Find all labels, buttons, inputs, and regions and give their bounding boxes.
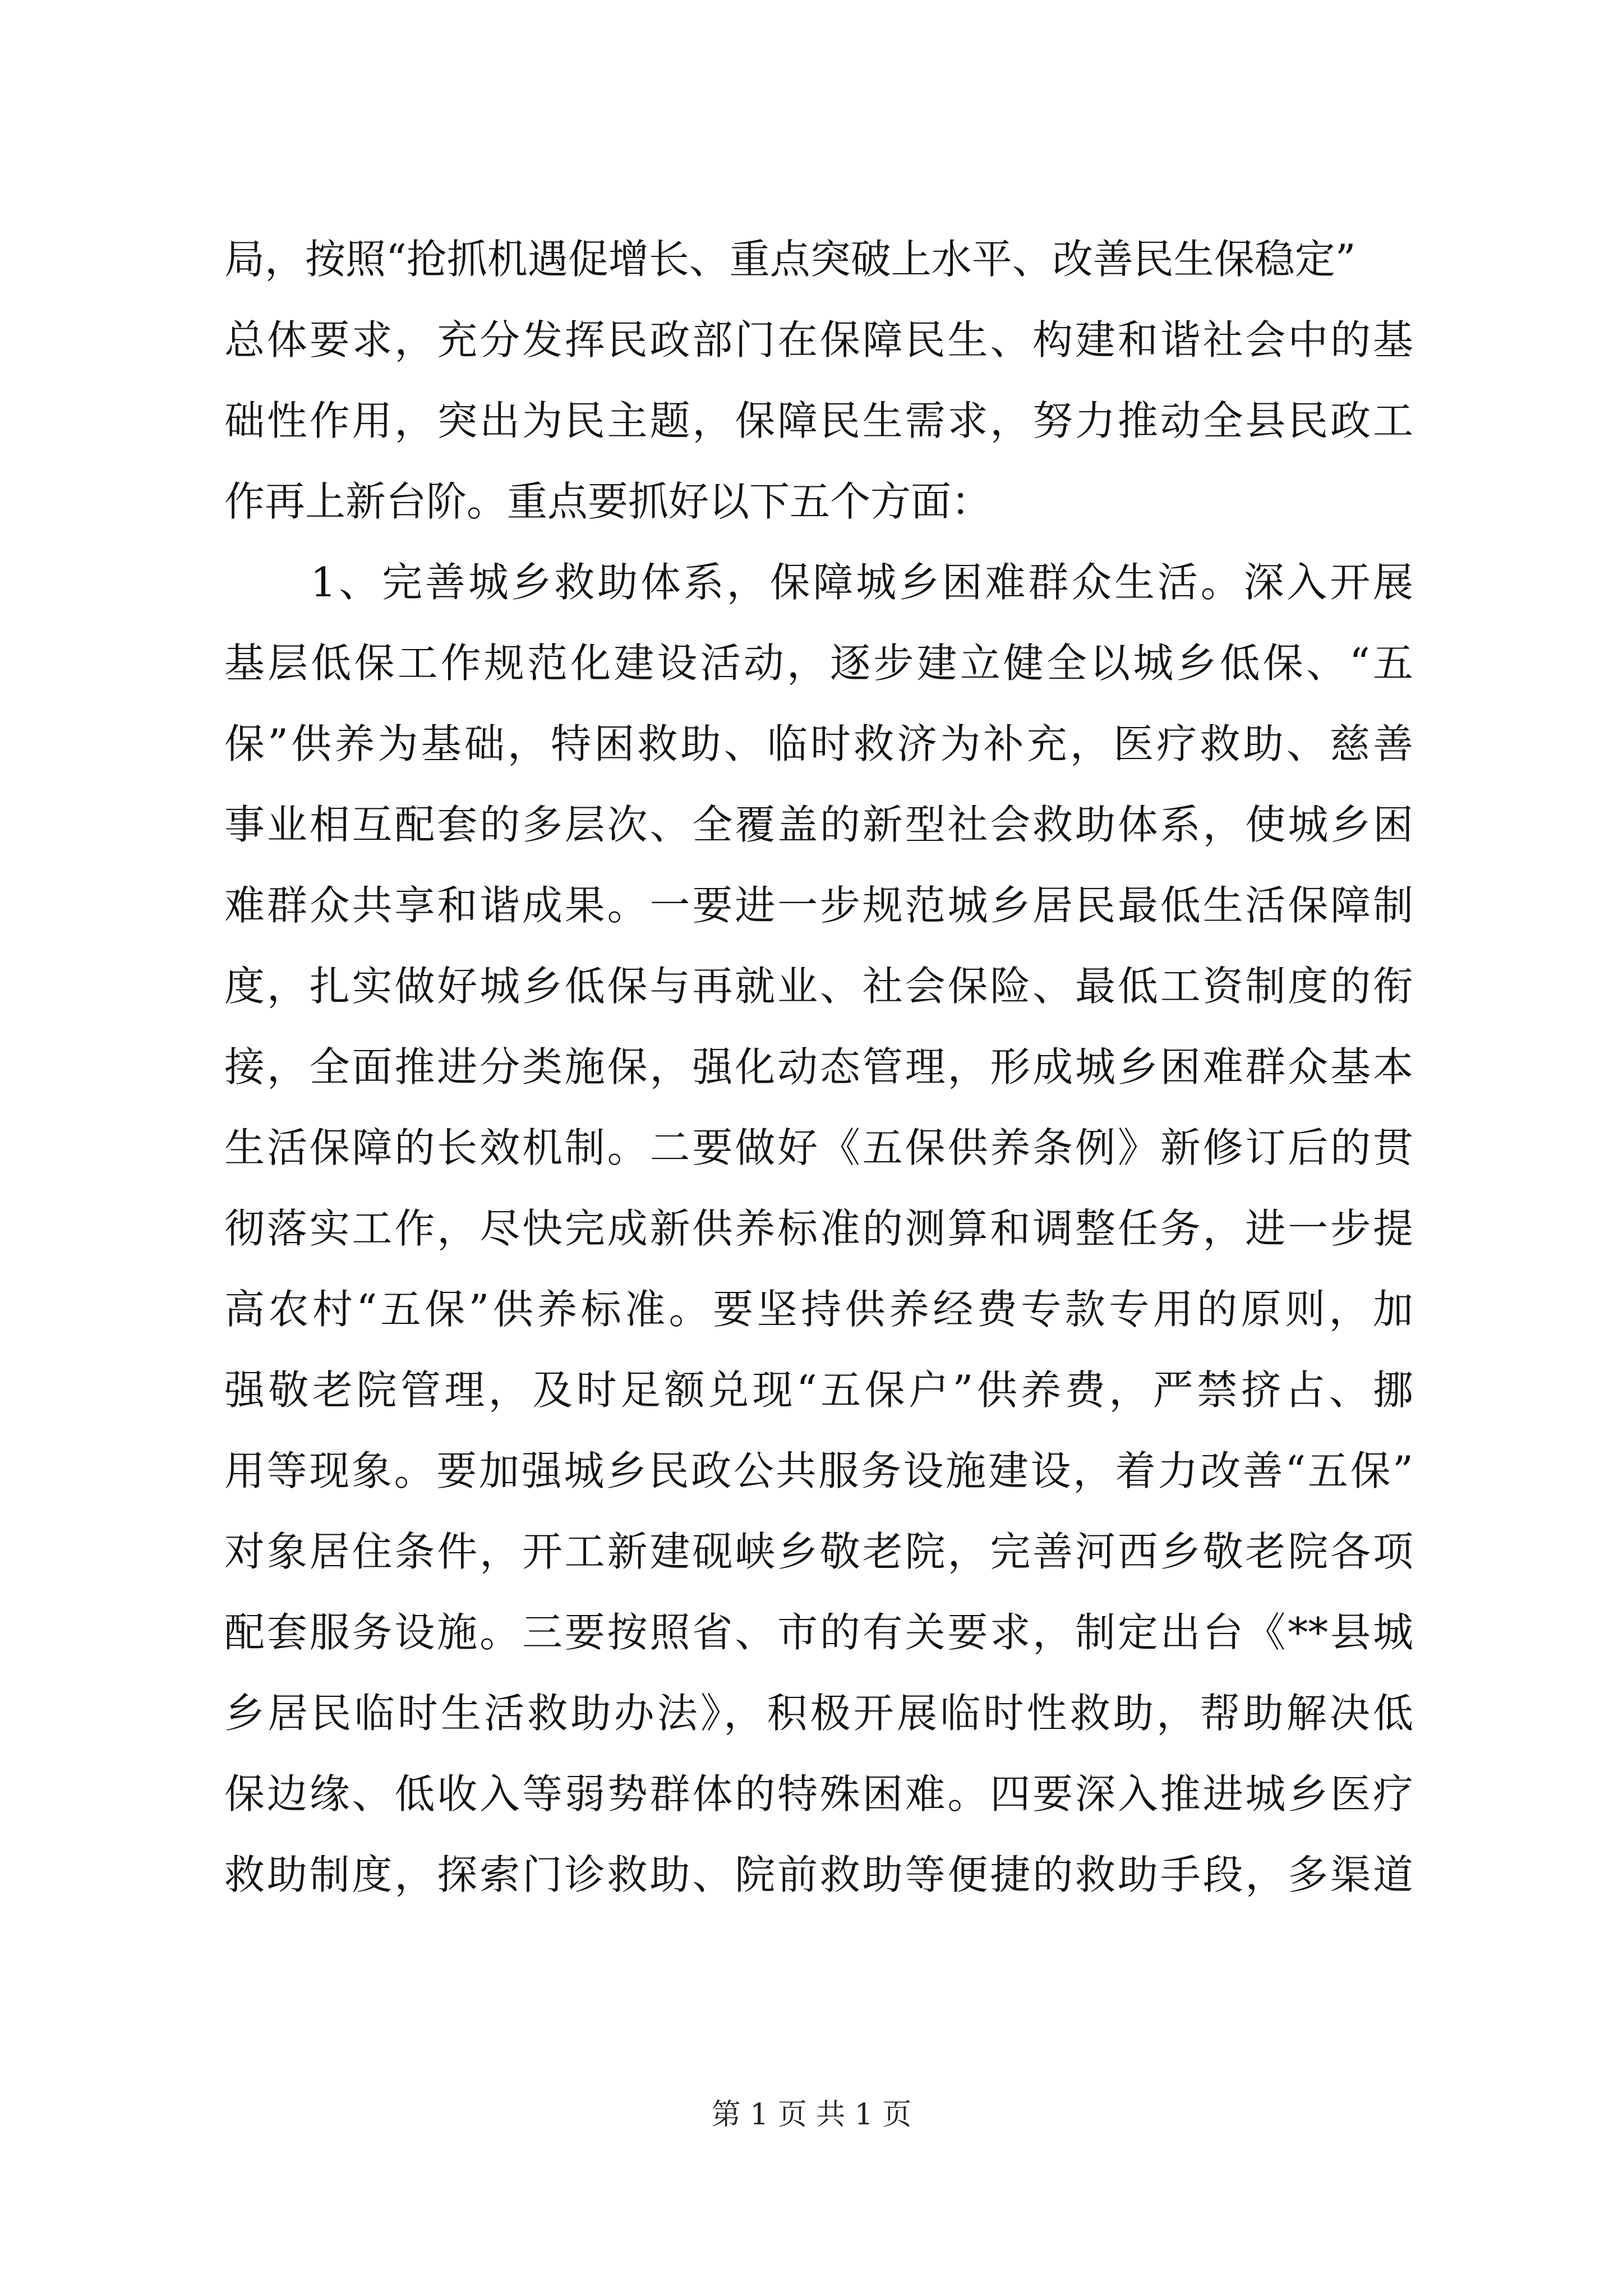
text-line: 保边缘、低收入等弱势群体的特殊困难。四要深入推进城乡医疗 — [224, 1770, 1413, 1818]
text-line: 乡居民临时生活救助办法》，积极开展临时性救助，帮助解决低 — [224, 1690, 1413, 1737]
text-line: 保”供养为基础，特困救助、临时救济为补充，医疗救助、慈善 — [224, 720, 1413, 767]
text-line: 生活保障的长效机制。二要做好《五保供养条例》新修订后的贯 — [224, 1124, 1413, 1171]
text-line: 局，按照“抢抓机遇促增长、重点突破上水平、改善民生保稳定” — [224, 236, 1356, 283]
text-line: 强敬老院管理，及时足额兑现“五保户”供养费，严禁挤占、挪 — [224, 1366, 1413, 1414]
text-line: 用等现象。要加强城乡民政公共服务设施建设，着力改善“五保” — [224, 1447, 1413, 1494]
text-line: 难群众共享和谐成果。一要进一步规范城乡居民最低生活保障制 — [224, 882, 1413, 929]
text-line: 对象居住条件，开工新建砚峡乡敬老院，完善河西乡敬老院各项 — [224, 1528, 1413, 1575]
text-line: 作再上新台阶。重点要抓好以下五个方面： — [224, 478, 992, 525]
body-text — [224, 219, 1413, 1915]
text-line: 事业相互配套的多层次、全覆盖的新型社会救助体系，使城乡困 — [224, 801, 1413, 848]
text-line: 救助制度，探索门诊救助、院前救助等便捷的救助手段，多渠道 — [224, 1851, 1413, 1898]
text-line: 度，扎实做好城乡低保与再就业、社会保险、最低工资制度的衔 — [224, 963, 1413, 1010]
text-line: 配套服务设施。三要按照省、市的有关要求，制定出台《**县城 — [224, 1609, 1413, 1656]
page-footer — [0, 2092, 1623, 2137]
text-line: 1、完善城乡救助体系，保障城乡困难群众生活。深入开展 — [224, 559, 1413, 606]
text-line: 础性作用，突出为民主题，保障民生需求，努力推动全县民政工 — [224, 397, 1413, 444]
text-line: 高农村“五保”供养标准。要坚持供养经费专款专用的原则，加 — [224, 1286, 1413, 1333]
text-line: 基层低保工作规范化建设活动，逐步建立健全以城乡低保、“五 — [224, 639, 1413, 687]
page-number-info: 第 1 页 共 1 页 — [711, 2098, 912, 2132]
text-line: 接，全面推进分类施保，强化动态管理，形成城乡困难群众基本 — [224, 1043, 1413, 1091]
text-line: 彻落实工作，尽快完成新供养标准的测算和调整任务，进一步提 — [224, 1205, 1413, 1252]
text-line: 总体要求，充分发挥民政部门在保障民生、构建和谐社会中的基 — [224, 316, 1413, 364]
